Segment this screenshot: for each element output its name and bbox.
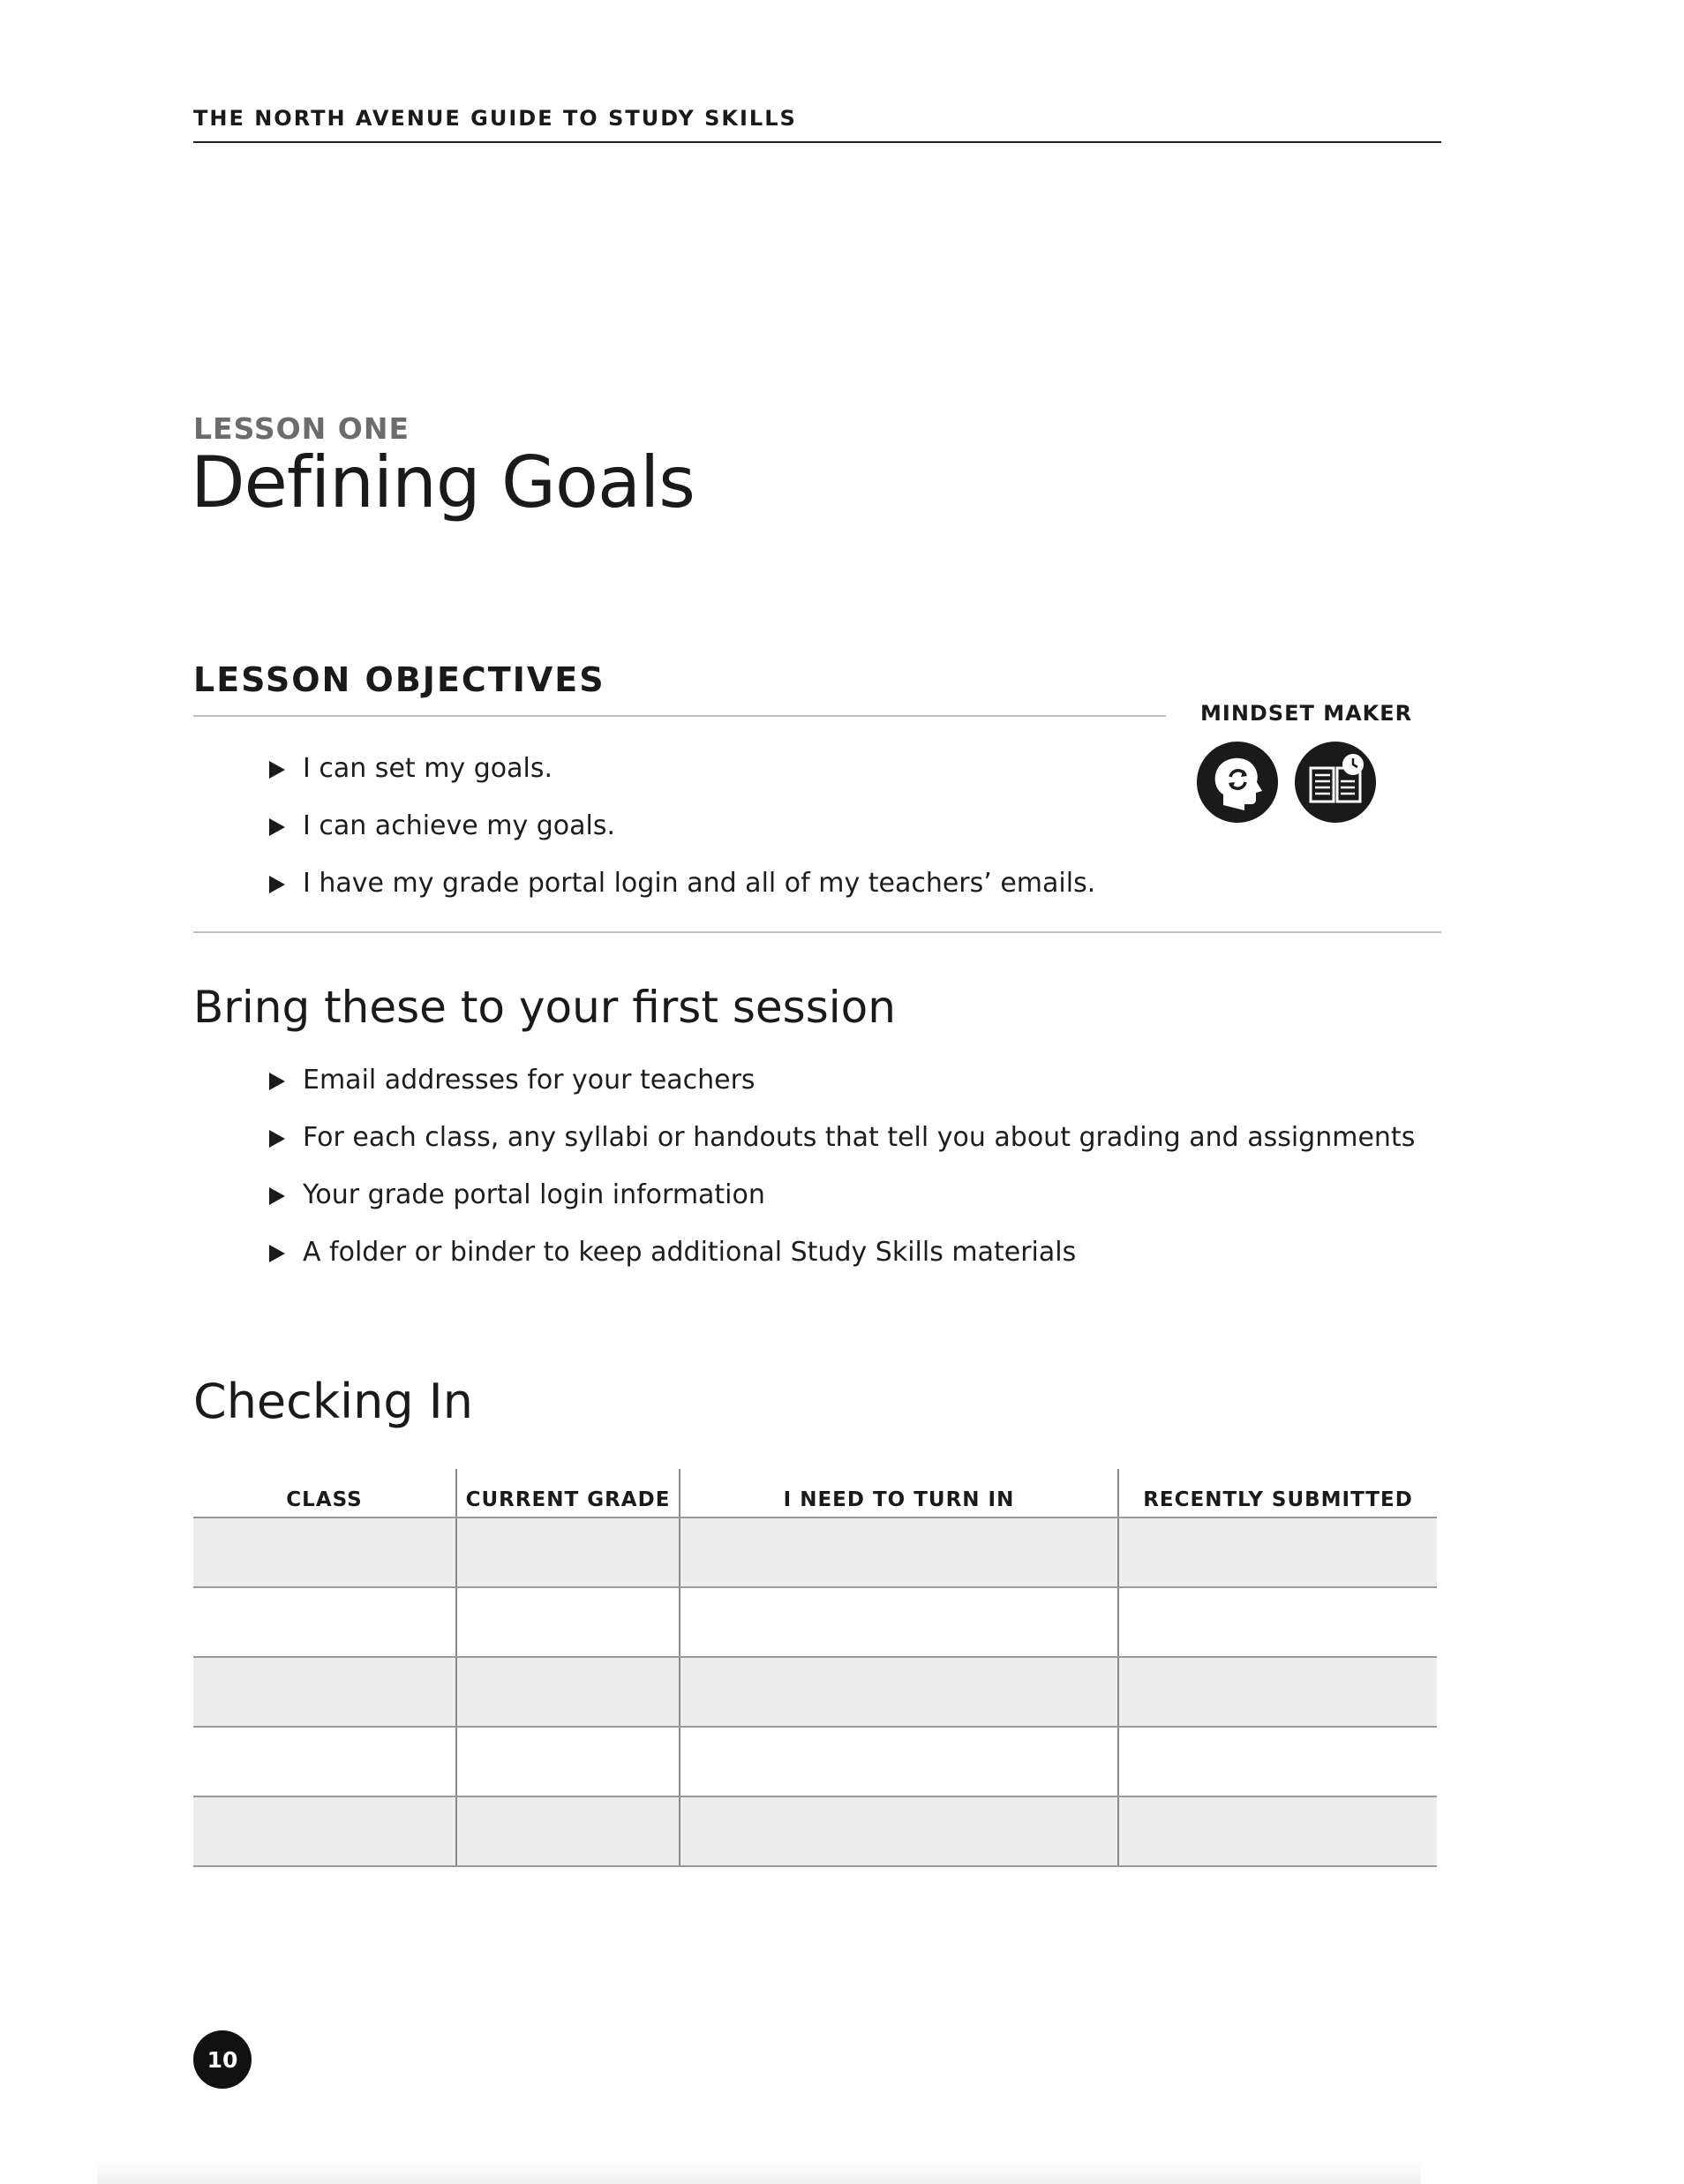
objectives-heading: LESSON OBJECTIVES [193,660,1166,717]
table-cell[interactable] [1118,1518,1437,1587]
page-bottom-shadow [97,2159,1421,2184]
objectives-list [269,749,1095,922]
table-cell[interactable] [680,1796,1118,1866]
objective-item: I have my grade portal login and all of my teachers’ emails. [269,864,1095,922]
table-cell[interactable] [1118,1727,1437,1796]
table-cell[interactable] [1118,1657,1437,1727]
column-header-class: CLASS [193,1469,456,1518]
section-divider [193,931,1441,933]
objective-item: I can achieve my goals. [269,807,1095,864]
bring-list [269,1061,1415,1291]
column-header-current-grade: CURRENT GRADE [456,1469,680,1518]
table-cell[interactable] [680,1518,1118,1587]
table-row [193,1727,1437,1796]
checking-in-table [193,1469,1437,1867]
lesson-kicker: LESSON ONE [193,411,410,446]
page-number-badge: 10 [193,2030,252,2089]
head-refresh-icon [1197,742,1278,823]
mindset-maker-label: MINDSET MAKER [1200,701,1413,726]
table-row [193,1587,1437,1657]
table-cell[interactable] [456,1518,680,1587]
table-cell[interactable] [456,1796,680,1866]
checking-in-table-wrapper [193,1469,1437,1867]
table-cell[interactable] [456,1727,680,1796]
bring-heading: Bring these to your first session [193,982,896,1033]
table-cell[interactable] [193,1727,456,1796]
bring-item: Your grade portal login information [269,1176,1415,1233]
bring-item: A folder or binder to keep additional Study Skills materials [269,1233,1415,1291]
table-row [193,1518,1437,1587]
checking-in-heading: Checking In [193,1374,473,1429]
table-cell[interactable] [193,1518,456,1587]
table-cell[interactable] [456,1587,680,1657]
table-row [193,1796,1437,1866]
table-cell[interactable] [680,1727,1118,1796]
table-cell[interactable] [193,1657,456,1727]
table-cell[interactable] [1118,1587,1437,1657]
book-clock-icon [1295,742,1376,823]
bring-item: For each class, any syllabi or handouts that tell you about grading and assignments [269,1118,1415,1176]
table-cell[interactable] [193,1796,456,1866]
table-cell[interactable] [1118,1796,1437,1866]
objective-item: I can set my goals. [269,749,1095,807]
table-cell[interactable] [680,1587,1118,1657]
table-row [193,1657,1437,1727]
table-cell[interactable] [193,1587,456,1657]
column-header-recently-submitted: RECENTLY SUBMITTED [1118,1469,1437,1518]
table-cell[interactable] [680,1657,1118,1727]
table-header-row [193,1469,1437,1518]
running-header: THE NORTH AVENUE GUIDE TO STUDY SKILLS [193,106,1441,143]
bring-item: Email addresses for your teachers [269,1061,1415,1118]
lesson-title: Defining Goals [191,441,695,523]
table-cell[interactable] [456,1657,680,1727]
column-header-turn-in: I NEED TO TURN IN [680,1469,1118,1518]
